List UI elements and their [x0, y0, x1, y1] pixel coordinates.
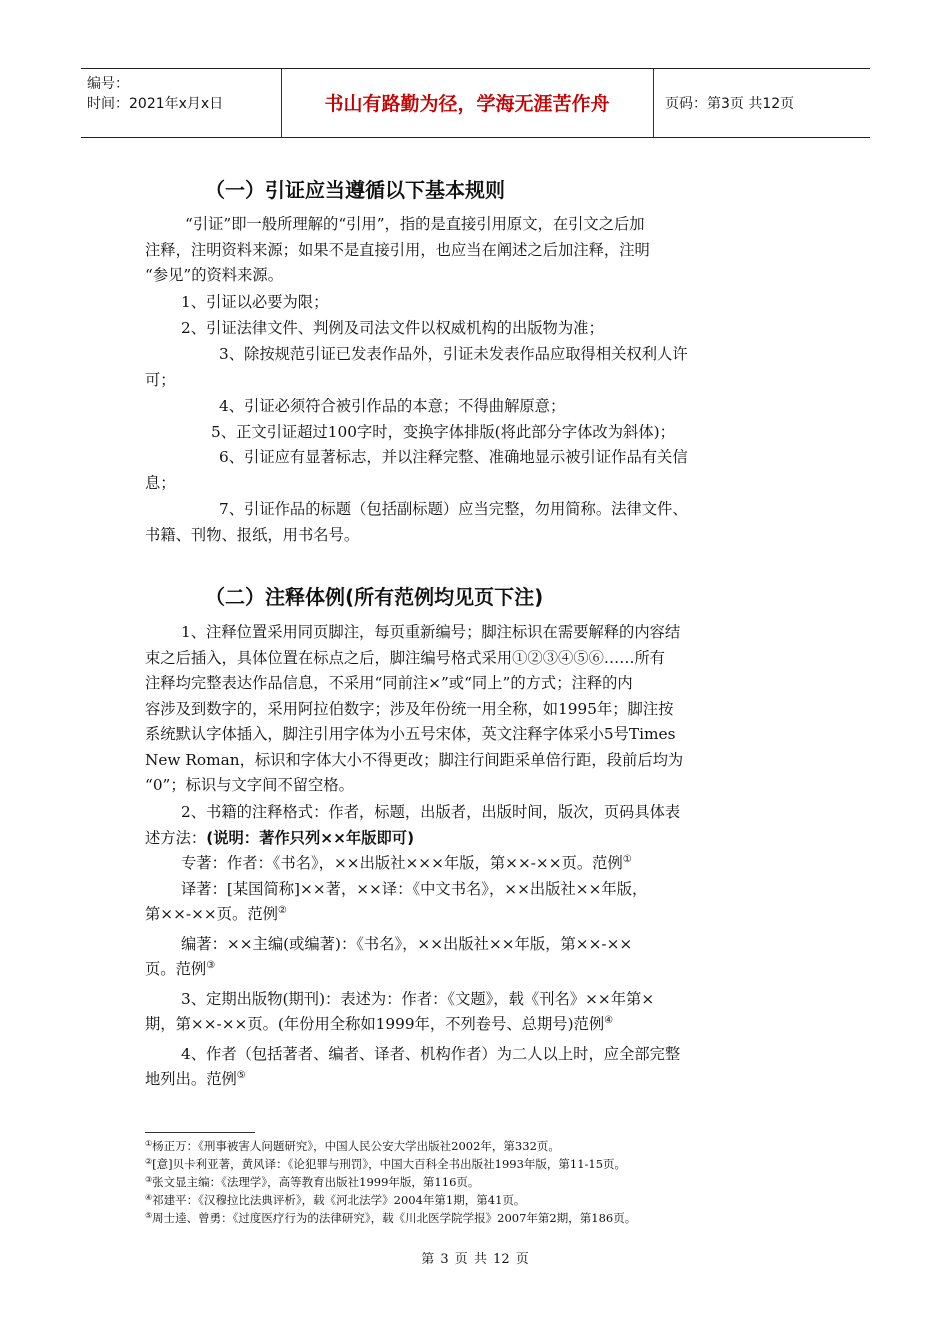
item1-line: New Roman，标识和字体大小不得更改；脚注行间距采单倍行距，段前后均为 [145, 750, 684, 769]
rule-item: 3、除按规范引证已发表作品外，引证未发表作品应取得相关权利人许 [219, 345, 688, 363]
number-label: 编号： [87, 76, 129, 92]
item1-line: 1、注释位置采用同页脚注，每页重新编号；脚注标识在需要解释的内容结 [181, 623, 681, 641]
footnote [145, 1192, 845, 1209]
item1-line: 注释均完整表达作品信息，不采用“同前注×”或“同上”的方式；注释的内 [145, 674, 633, 692]
item4-text: 地列出。范例 [145, 1070, 237, 1088]
footnote-divider [145, 1132, 255, 1133]
footnote-text: [意]贝卡利亚著，黄风译：《论犯罪与刑罚》，中国大百科全书出版社1993年版，第11-15页。 [152, 1157, 627, 1171]
footnote-ref[interactable]: ③ [206, 960, 216, 971]
item2-bold-note: (说明：著作只列××年版即可) [206, 828, 415, 847]
section2-item2 [145, 800, 807, 1093]
zhuanzhu-text: 专著：作者：《书名》，××出版社×××年版，第××-××页。范例 [181, 854, 623, 872]
footnote-ref[interactable]: ② [277, 905, 287, 916]
yizhu-text: 第××-××页。范例 [145, 905, 278, 923]
footnote [145, 1174, 845, 1191]
item2-line: 2、书籍的注释格式：作者，标题，出版者，出版时间，版次，页码具体表 [181, 803, 681, 821]
rule-item-cont: 可； [145, 370, 176, 389]
zhuanzhu-line [145, 851, 807, 877]
header-meta-cell [81, 69, 282, 137]
section1-intro [145, 212, 807, 289]
item2-prefix: 述方法： [145, 828, 207, 847]
footnote-mark: ① [145, 1139, 153, 1148]
date-label: 时间：2021年x月x日 [87, 96, 224, 112]
footnote-ref[interactable]: ① [622, 854, 632, 865]
item1-line: 容涉及到数字的，采用阿拉伯数字；涉及年份统一用全称，如1995年；脚注按 [145, 699, 674, 718]
bianzhu-line: 编著：××主编(或编著)：《书名》，××出版社××年版，第××-×× [181, 934, 633, 953]
footnote [145, 1210, 845, 1227]
item4-line: 4、作者（包括著者、编者、译者、机构作者）为二人以上时，应全部完整 [181, 1044, 681, 1063]
footnote-text: 杨正万：《刑事被害人问题研究》，中国人民公安大学出版社2002年，第332页。 [152, 1139, 560, 1153]
section2-item1 [145, 620, 807, 799]
footnote-ref[interactable]: ⑤ [236, 1070, 246, 1081]
yizhu-line: 译著：[某国简称]××著，××译：《中文书名》，××出版社××年版， [181, 879, 648, 898]
header-page-label: 页码：第3页 共12页 [665, 96, 795, 112]
intro-line: 注释，注明资料来源；如果不是直接引用，也应当在阐述之后加注释，注明 [145, 240, 650, 259]
rule-item: 6、引证应有显著标志，并以注释完整、准确地显示被引证作品有关信 [219, 448, 688, 466]
footnote-text: 周士逵、曾勇：《过度医疗行为的法律研究》，载《川北医学院学报》2007年第2期，第186页。 [152, 1211, 637, 1225]
footnote-mark: ③ [145, 1175, 153, 1184]
yizhu-line-cont [145, 902, 807, 928]
item3-text: 期，第××-××页。(年份用全称如1999年，不列卷号、总期号)范例 [145, 1015, 605, 1033]
rule-item: 7、引证作品的标题（包括副标题）应当完整，勿用简称。法律文件、 [219, 500, 688, 518]
intro-line: “引证”即一般所理解的“引用”，指的是直接引用原文，在引文之后加 [185, 215, 645, 233]
bianzhu-line-cont [145, 957, 807, 983]
header-motto: 书山有路勤为径，学海无涯苦作舟 [281, 69, 654, 137]
bianzhu-text: 页。范例 [145, 960, 207, 978]
intro-line: “参见”的资料来源。 [145, 266, 284, 284]
page-header [81, 68, 870, 138]
footnote-mark: ② [145, 1157, 153, 1166]
item1-line: 系统默认字体插入，脚注引用字体为小五号宋体，英文注释字体采小5号Times [145, 725, 676, 743]
item1-line: “0”；标识与文字间不留空格。 [145, 776, 354, 794]
footnote [145, 1138, 845, 1155]
footnote [145, 1156, 845, 1173]
rule-item-cont: 息； [145, 473, 176, 492]
rule-item: 5、正文引证超过100字时，变换字体排版(将此部分字体改为斜体)； [211, 422, 675, 441]
rule-item: 2、引证法律文件、判例及司法文件以权威机构的出版物为准； [181, 318, 604, 337]
item3-line-cont [145, 1012, 807, 1038]
footnote-mark: ④ [145, 1193, 153, 1202]
item3-line: 3、定期出版物(期刊)：表述为：作者：《文题》，载《刊名》××年第× [181, 989, 655, 1008]
footnote-text: 张文显主编：《法理学》，高等教育出版社1999年版，第116页。 [152, 1175, 480, 1189]
footnote-ref[interactable]: ④ [604, 1015, 614, 1026]
section2-title: （二）注释体例(所有范例均见页下注) [205, 585, 544, 609]
item1-line: 束之后插入，具体位置在标点之后，脚注编号格式采用①②③④⑤⑥……所有 [145, 648, 666, 667]
rule-item: 4、引证必须符合被引作品的本意；不得曲解原意； [219, 397, 566, 415]
footnote-mark: ⑤ [145, 1211, 153, 1220]
section1-title: （一）引证应当遵循以下基本规则 [205, 178, 505, 202]
item2-line [145, 826, 807, 852]
section1-rules [145, 290, 807, 548]
rule-item-cont: 书籍、刊物、报纸，用书名号。 [145, 525, 360, 544]
item4-line-cont [145, 1067, 807, 1093]
rule-item: 1、引证以必要为限； [181, 293, 329, 311]
page-number: 第 3 页 共 12 页 [421, 1252, 529, 1267]
footnote-text: 祁建平：《汉穆拉比法典评析》，载《河北法学》2004年第1期，第41页。 [152, 1193, 526, 1207]
